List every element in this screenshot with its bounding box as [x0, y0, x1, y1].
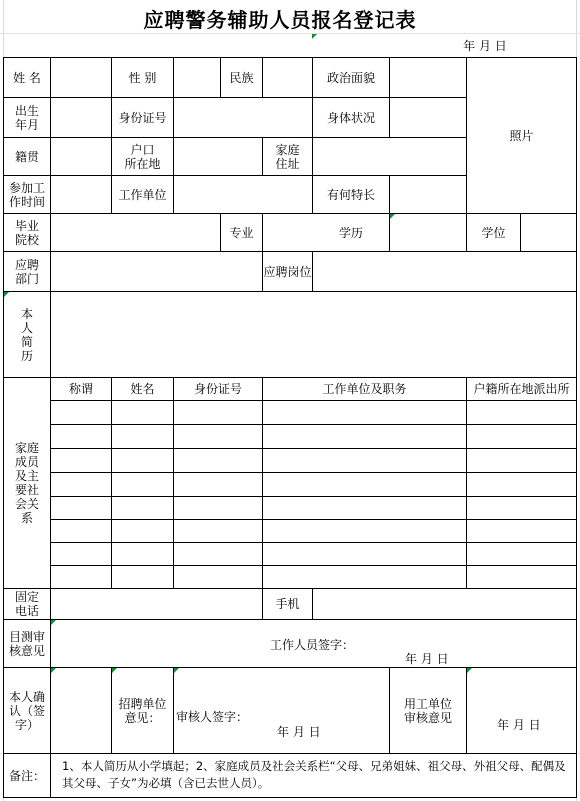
- table-rule: [50, 472, 577, 473]
- family-header-police-station: 户籍所在地派出所: [473, 382, 570, 396]
- label-major: 专业: [229, 225, 254, 240]
- label-work-start-date: 参加工 作时间: [8, 180, 45, 209]
- header-date: 年 月 日: [463, 38, 507, 53]
- label-school: 毕业 院校: [14, 218, 39, 247]
- table-rule: [3, 753, 577, 754]
- table-rule: [50, 400, 577, 401]
- label-id-number: 身份证号: [118, 110, 167, 125]
- review-date: 年 月 日: [405, 652, 449, 666]
- table-rule: [173, 97, 174, 137]
- recruit-unit-date: 年 月 日: [277, 725, 321, 739]
- table-rule: [173, 377, 174, 588]
- table-rule: [3, 97, 467, 98]
- table-rule: [50, 565, 577, 566]
- remarks-note: 1、本人简历从小学填起；2、家庭成员及社会关系栏“父母、兄弟姐妹、祖父母、外祖父母、配偶及其父母、子女”为必填（含已去世人员）。: [62, 759, 566, 790]
- table-rule: [173, 137, 174, 175]
- label-employer: 工作单位: [118, 187, 167, 202]
- table-rule: [173, 175, 174, 213]
- label-name: 姓 名: [13, 70, 41, 85]
- family-header-employer-position: 工作单位及职务: [322, 382, 407, 396]
- table-rule: [50, 448, 577, 449]
- family-header-relation: 称谓: [68, 382, 93, 396]
- label-mobile: 手机: [275, 597, 300, 611]
- label-birth-date: 出生 年月: [14, 103, 39, 132]
- table-rule: [111, 377, 112, 588]
- table-rule: [3, 137, 467, 138]
- table-rule: [312, 251, 313, 291]
- label-specialty: 有何特长: [326, 187, 375, 202]
- table-rule: [389, 57, 390, 97]
- table-rule: [50, 519, 577, 520]
- table-rule: [312, 588, 313, 619]
- table-rule: [3, 175, 467, 176]
- label-preliminary-review: 目测审 核意见: [8, 629, 45, 658]
- table-rule: [576, 57, 577, 797]
- label-remarks: 备注：: [8, 768, 45, 783]
- cell-marker: [467, 668, 472, 673]
- table-rule: [312, 137, 313, 175]
- family-header-name: 姓名: [130, 382, 155, 396]
- table-rule: [3, 619, 577, 620]
- label-gender: 性 别: [128, 70, 157, 85]
- table-rule: [50, 424, 577, 425]
- table-rule: [50, 753, 51, 797]
- family-header-id-number: 身份证号: [193, 382, 242, 396]
- label-fixed-phone: 固定 电话: [14, 590, 39, 618]
- cell-marker: [174, 668, 179, 673]
- cell-marker: [51, 668, 56, 673]
- label-employer-review: 用工单位 审核意见: [403, 696, 452, 725]
- label-political-status: 政治面貌: [326, 70, 375, 85]
- table-rule: [3, 797, 577, 798]
- label-apply-department: 应聘 部门: [14, 257, 39, 286]
- label-hukou-location: 户口 所在地: [124, 142, 161, 171]
- table-rule: [50, 667, 51, 753]
- label-native-place: 籍贯: [14, 149, 39, 164]
- label-resume: 本 人 简 历: [20, 306, 33, 363]
- table-rule: [173, 667, 174, 753]
- table-rule: [50, 57, 51, 667]
- label-family-relations: 家庭 成员 及主 要社 会关 系: [14, 441, 39, 525]
- form-title: 应聘警务辅助人员报名登记表: [143, 8, 417, 32]
- table-rule: [262, 377, 263, 588]
- label-education: 学历: [338, 225, 363, 240]
- label-recruit-unit-opinion: 招聘单位 意见：: [118, 696, 167, 725]
- staff-signature-label: 工作人员签字：: [270, 638, 355, 652]
- label-home-address: 家庭 住址: [275, 142, 300, 171]
- table-rule: [520, 213, 521, 251]
- table-rule: [389, 175, 390, 213]
- label-degree: 学位: [481, 225, 506, 240]
- label-self-confirm: 本人确 认（签 字）: [8, 689, 45, 732]
- table-rule: [50, 496, 577, 497]
- label-ethnicity: 民族: [229, 70, 254, 85]
- table-rule: [3, 291, 577, 292]
- employer-review-date: 年 月 日: [497, 718, 541, 732]
- photo-area[interactable]: 照片: [509, 128, 534, 143]
- cell-marker: [312, 34, 317, 39]
- cell-marker: [390, 214, 395, 219]
- cell-marker: [51, 620, 56, 625]
- table-rule: [262, 213, 263, 251]
- label-apply-post: 应聘岗位: [263, 264, 312, 279]
- reviewer-signature-label: 审核人签字：: [176, 710, 249, 724]
- table-rule: [262, 57, 263, 97]
- table-rule: [466, 667, 467, 753]
- table-rule: [50, 542, 577, 543]
- label-health: 身体状况: [326, 110, 375, 125]
- table-rule: [466, 377, 467, 588]
- table-rule: [173, 57, 174, 97]
- table-rule: [389, 97, 390, 137]
